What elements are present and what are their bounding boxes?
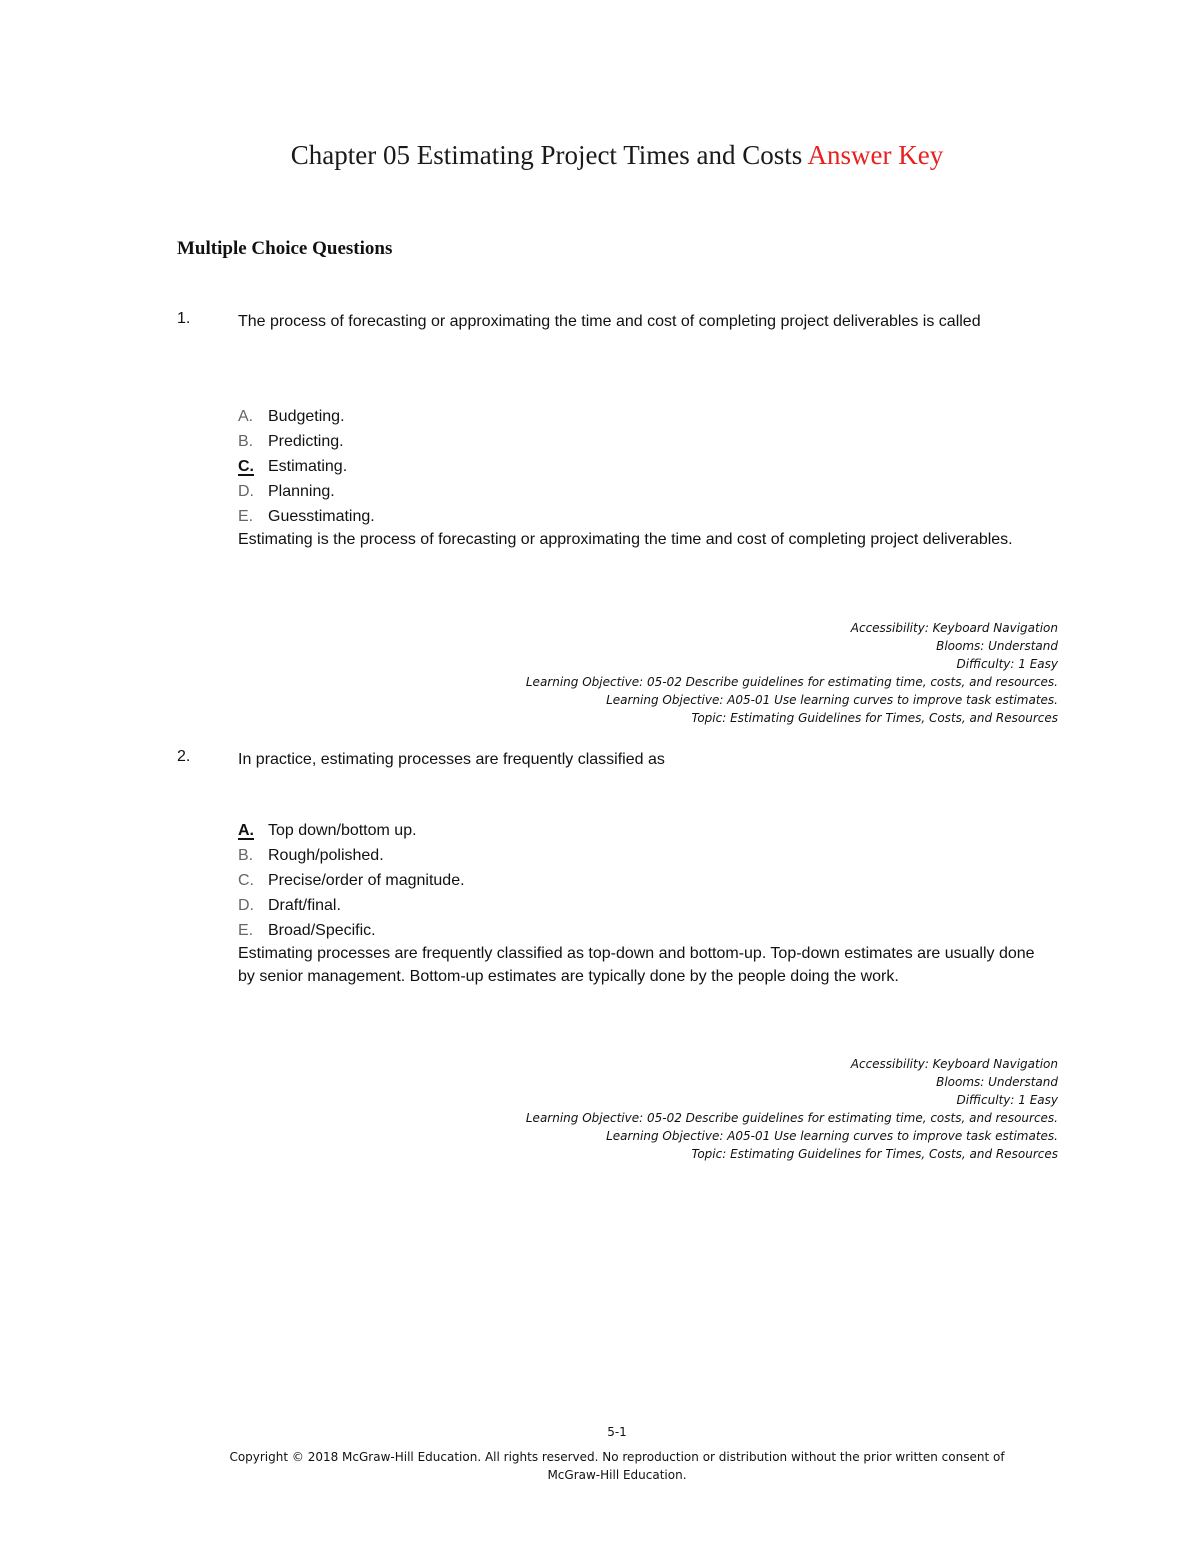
option-a-correct [238,818,1058,843]
option-b [238,843,1058,868]
correct-option-letter: C. [238,458,254,475]
page-number: 5-1 [607,1425,627,1439]
option-text: Planning. [268,483,335,500]
options-list-2 [238,818,1058,943]
copyright-line-1: Copyright © 2018 McGraw-Hill Education. All rights reserved. No reproduction or distribution without the prior written consent of [229,1450,1005,1464]
page-title [0,140,1200,171]
question-number: 1. [177,310,191,327]
meta-learning-objective: Learning Objective: A05-01 Use learning curves to improve task estimates. [606,1129,1058,1143]
option-letter: A. [238,408,254,425]
option-letter: C. [238,872,254,889]
options-list-1 [238,404,1058,529]
option-c-correct [238,454,1058,479]
option-text: Guesstimating. [268,508,375,525]
title-main: Chapter 05 Estimating Project Times and Costs [290,140,803,170]
answer-explanation: Estimating processes are frequently classified as top-down and bottom-up. Top-down estimates are usually done by senior management. Bottom-up estimates are typically done by the people doing the work. [238,945,1035,985]
option-b [238,429,1058,454]
option-e [238,504,1058,529]
meta-topic: Topic: Estimating Guidelines for Times, Costs, and Resources [691,1147,1058,1161]
meta-difficulty: Difficulty: 1 Easy [956,1093,1058,1107]
answer-explanation: Estimating is the process of forecasting or approximating the time and cost of completing project deliverables. [238,531,1013,548]
option-text: Broad/Specific. [268,922,376,939]
option-letter: D. [238,483,254,500]
correct-option-letter: A. [238,822,254,839]
option-text: Precise/order of magnitude. [268,872,465,889]
option-letter: B. [238,847,254,864]
meta-blooms: Blooms: Understand [936,639,1058,653]
option-text: Budgeting. [268,408,345,425]
meta-difficulty: Difficulty: 1 Easy [956,657,1058,671]
question-metadata [526,619,1058,727]
meta-blooms: Blooms: Understand [936,1075,1058,1089]
meta-learning-objective: Learning Objective: A05-01 Use learning curves to improve task estimates. [606,693,1058,707]
option-text: Top down/bottom up. [268,822,417,839]
option-letter: B. [238,433,254,450]
option-c [238,868,1058,893]
question-number: 2. [177,748,191,765]
question-text: The process of forecasting or approximating the time and cost of completing project deliverables is called [238,313,981,330]
option-d [238,479,1058,504]
option-a [238,404,1058,429]
option-d [238,893,1058,918]
option-letter: D. [238,897,254,914]
question-metadata [526,1055,1058,1163]
option-text: Rough/polished. [268,847,384,864]
copyright-line-2: McGraw-Hill Education. [547,1468,687,1482]
meta-accessibility: Accessibility: Keyboard Navigation [850,621,1058,635]
option-letter: E. [238,508,254,525]
title-accent: Answer Key [807,140,944,170]
option-letter: E. [238,922,254,939]
section-heading: Multiple Choice Questions [177,238,393,259]
meta-learning-objective: Learning Objective: 05-02 Describe guidelines for estimating time, costs, and resources. [525,675,1058,689]
option-text: Estimating. [268,458,348,475]
option-e [238,918,1058,943]
option-text: Draft/final. [268,897,341,914]
meta-accessibility: Accessibility: Keyboard Navigation [850,1057,1058,1071]
option-text: Predicting. [268,433,344,450]
question-text: In practice, estimating processes are frequently classified as [238,751,665,768]
meta-topic: Topic: Estimating Guidelines for Times, Costs, and Resources [691,711,1058,725]
meta-learning-objective: Learning Objective: 05-02 Describe guidelines for estimating time, costs, and resources. [525,1111,1058,1125]
